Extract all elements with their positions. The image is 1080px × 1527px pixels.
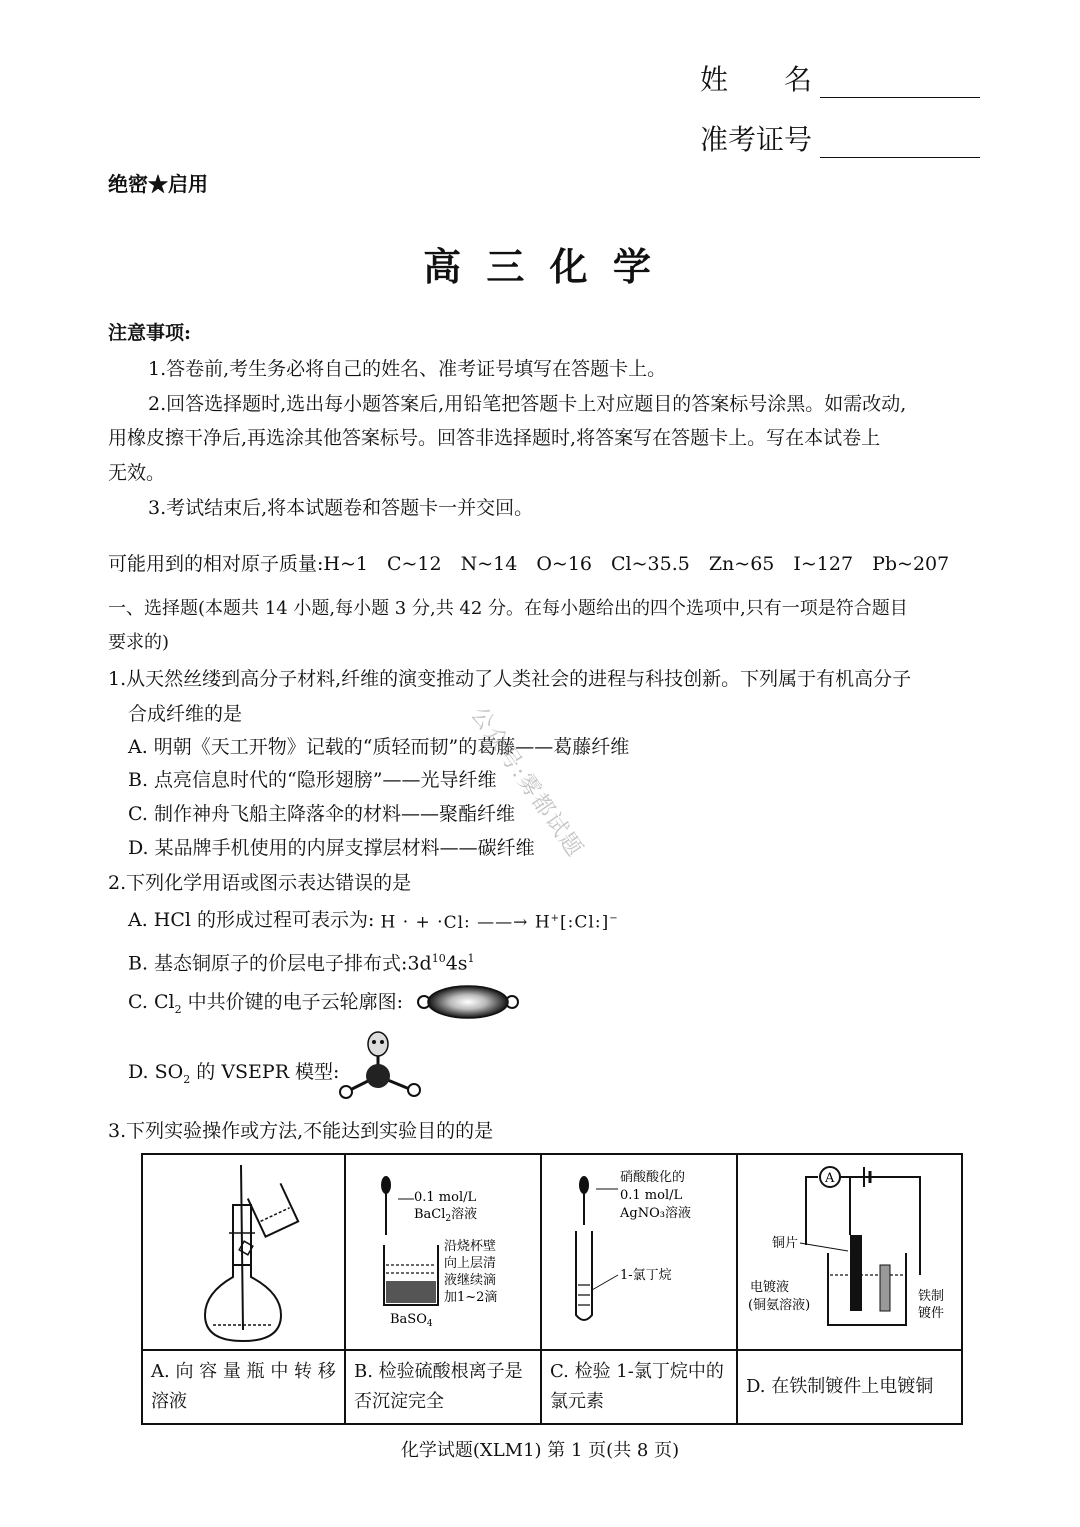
q2-option-d-text: D. SO bbox=[128, 1061, 184, 1083]
q2-option-d-rest: 的 VSEPR 模型: bbox=[190, 1061, 340, 1083]
q2-c-sub: 2 bbox=[174, 1002, 182, 1016]
exam-id-label: 准考证号 bbox=[700, 123, 813, 156]
q2-option-a[interactable] bbox=[128, 902, 619, 940]
formula-h-ion: H bbox=[534, 912, 551, 933]
exp-a-figure bbox=[142, 1154, 345, 1350]
c-reagent-1: 硝酸酸化的 bbox=[620, 1170, 686, 1185]
q1-option-b[interactable]: B. 点亮信息时代的“隐形翅膀”——光导纤维 bbox=[128, 769, 497, 791]
exp-b-figure bbox=[345, 1154, 541, 1350]
q2-b-sup-1: 1 bbox=[467, 952, 475, 965]
volumetric-flask-icon bbox=[143, 1155, 343, 1345]
q1-option-a[interactable]: A. 明朝《天工开物》记载的“质轻而韧”的葛藤——葛藤纤维 bbox=[128, 736, 630, 758]
formula-cl-atom: Cl bbox=[443, 912, 465, 933]
q2-option-b[interactable] bbox=[128, 942, 475, 980]
test-tube-dropper-icon bbox=[542, 1155, 736, 1345]
iron-workpiece bbox=[880, 1265, 890, 1311]
q2-option-a-text: A. HCl 的形成过程可表示为: bbox=[128, 908, 375, 931]
notice-heading: 注意事项: bbox=[108, 322, 192, 344]
exp-b-caption-1: B. 检验硫酸根离子是 bbox=[354, 1361, 523, 1382]
q1-stem-cont: 合成纤维的是 bbox=[128, 703, 243, 725]
name-blank[interactable] bbox=[820, 63, 980, 98]
notice-item-2: 2.回答选择题时,选出每小题答案后,用铅笔把答题卡上对应题目的答案标号涂黑。如需改动, bbox=[148, 393, 907, 415]
q2-option-c-text: C. Cl bbox=[128, 991, 175, 1013]
atomic-masses: 可能用到的相对原子质量:H~1 C~12 N~14 O~16 Cl~35.5 Zn~65 I~127 Pb~207 bbox=[108, 553, 950, 575]
b-note-4: 加1~2滴 bbox=[444, 1290, 498, 1305]
q2-option-c-rest: 中共价键的电子云轮廓图: bbox=[181, 991, 404, 1013]
secret-label: 绝密★启用 bbox=[108, 172, 208, 196]
hcl-formation-formula: H · + ·Cl: ——→ H+[:Cl:]− bbox=[380, 912, 619, 933]
electroplating-cell-icon bbox=[738, 1155, 961, 1345]
q2-d-sub: 2 bbox=[183, 1072, 191, 1086]
page-title: 高 三 化 学 bbox=[423, 244, 657, 289]
cl2-electron-cloud-icon bbox=[412, 984, 524, 1020]
exp-b-caption bbox=[345, 1350, 541, 1424]
exp-a-caption-1: A. 向 容 量 瓶 中 转 移 bbox=[151, 1361, 336, 1382]
notice-item-2-end: 无效。 bbox=[108, 462, 166, 484]
exp-d-caption bbox=[737, 1350, 962, 1424]
watermark-text: 公众号:雾都试题 bbox=[465, 702, 588, 863]
exp-d-caption-1: D. 在铁制镀件上电镀铜 bbox=[746, 1376, 934, 1397]
b-reagent-conc: 0.1 mol/L bbox=[414, 1190, 477, 1205]
c-reagent-3: AgNO₃溶液 bbox=[620, 1206, 691, 1221]
notice-item-3: 3.考试结束后,将本试题卷和答题卡一并交回。 bbox=[148, 497, 534, 519]
exam-id-blank[interactable] bbox=[820, 123, 980, 158]
q1-option-c[interactable]: C. 制作神舟飞船主降落伞的材料——聚酯纤维 bbox=[128, 803, 515, 825]
d-solution-label: 电镀液 bbox=[750, 1280, 790, 1295]
q2-stem: 2.下列化学用语或图示表达错误的是 bbox=[108, 872, 412, 894]
exp-c-figure bbox=[541, 1154, 737, 1350]
q2-option-c[interactable] bbox=[128, 985, 403, 1027]
exp-b-caption-2: 否沉淀完全 bbox=[354, 1391, 444, 1412]
page-footer: 化学试题(XLM1) 第 1 页(共 8 页) bbox=[400, 1440, 680, 1461]
c-sample-label: 1-氯丁烷 bbox=[620, 1268, 672, 1283]
exp-c-caption-2: 氯元素 bbox=[550, 1391, 604, 1412]
q2-option-b-text: B. 基态铜原子的价层电子排布式:3d bbox=[128, 952, 432, 975]
exp-c-caption bbox=[541, 1350, 737, 1424]
q2-b-4s: 4s bbox=[445, 952, 468, 975]
b-note-3: 液继续滴 bbox=[444, 1273, 497, 1288]
exp-a-caption-2: 溶液 bbox=[151, 1391, 187, 1412]
b-precipitate-label: BaSO$_4$ bbox=[390, 1312, 433, 1329]
notice-item-2-cont: 用橡皮擦干净后,再选涂其他答案标号。回答非选择题时,将答案写在答题卡上。写在本试卷上 bbox=[108, 427, 881, 449]
d-iron-label-1: 铁制 bbox=[918, 1289, 945, 1304]
copper-plate bbox=[850, 1235, 862, 1311]
q1-option-d[interactable]: D. 某品牌手机使用的内屏支撑层材料——碳纤维 bbox=[128, 837, 535, 859]
b-reagent-name: BaCl$_2$溶液 bbox=[414, 1207, 478, 1224]
b-note-2: 向上层清 bbox=[444, 1256, 497, 1271]
exp-a-caption bbox=[142, 1350, 345, 1424]
c-reagent-2: 0.1 mol/L bbox=[620, 1188, 683, 1203]
d-solution-sub-label: (铜氨溶液) bbox=[748, 1298, 811, 1313]
q1-stem: 1.从天然丝缕到高分子材料,纤维的演变推动了人类社会的进程与科技创新。下列属于有机高分子 bbox=[108, 668, 912, 690]
section-heading bbox=[108, 592, 908, 626]
q2-b-sup-10: 10 bbox=[431, 952, 446, 965]
exp-d-figure bbox=[737, 1154, 962, 1350]
section-heading-cont: 要求的) bbox=[108, 632, 170, 653]
so2-vsepr-model-icon bbox=[332, 1030, 428, 1100]
beaker-dropper-icon bbox=[346, 1155, 540, 1345]
section-heading-line1: 一、选择题(本题共 14 小题,每小题 3 分,共 42 分。在每小题给出的四个选项中,只有一项是符合题目 bbox=[108, 598, 908, 619]
formula-h-atom: H bbox=[380, 912, 397, 933]
notice-item-1: 1.答卷前,考生务必将自己的姓名、准考证号填写在答题卡上。 bbox=[148, 358, 667, 380]
experiment-table bbox=[141, 1153, 963, 1425]
name-label: 姓 名 bbox=[700, 63, 813, 96]
name-field bbox=[700, 58, 980, 98]
b-note-1: 沿烧杯壁 bbox=[444, 1239, 497, 1254]
exp-c-caption-1: C. 检验 1-氯丁烷中的 bbox=[550, 1361, 724, 1382]
exam-id-field bbox=[700, 118, 980, 158]
ammeter-label: A bbox=[825, 1171, 835, 1186]
d-copper-label: 铜片 bbox=[772, 1236, 799, 1251]
d-iron-label-2: 镀件 bbox=[918, 1306, 945, 1321]
q3-stem: 3.下列实验操作或方法,不能达到实验目的的是 bbox=[108, 1120, 494, 1142]
q2-option-d[interactable] bbox=[128, 1055, 339, 1097]
